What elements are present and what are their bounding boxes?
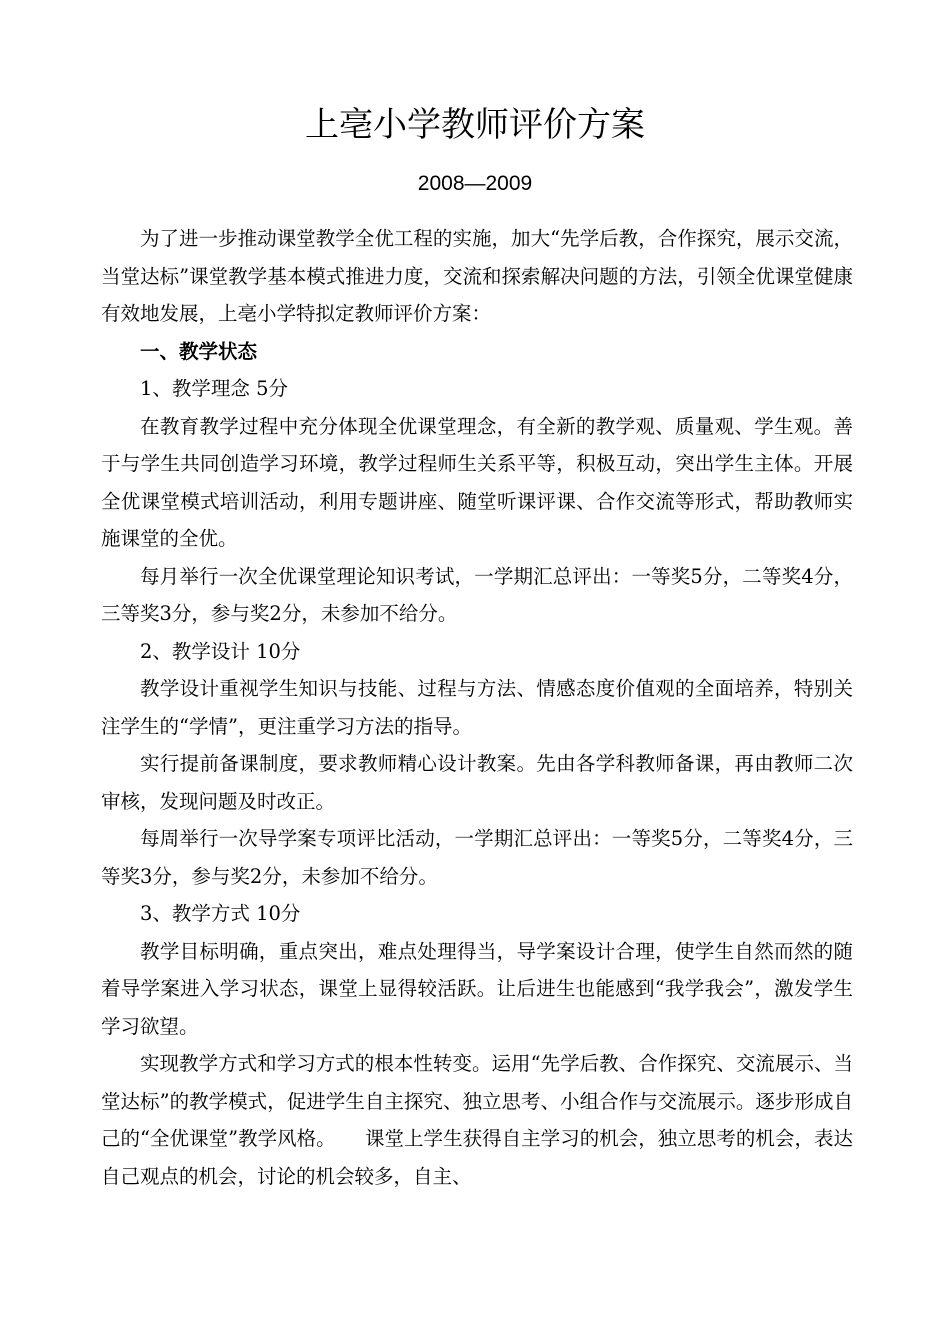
paragraph: 实行提前备课制度，要求教师精心设计教案。先由各学科教师备课，再由教师二次审核，发现问题及时改正。	[101, 752, 853, 813]
intro-paragraph: 为了进一步推动课堂教学全优工程的实施，加大“先学后教，合作探究，展示交流，当堂达标”课堂教学基本模式推进力度，交流和探索解决问题的方法，引领全优课堂健康有效地发展，上亳小学特拟定教师评价方案：	[101, 227, 853, 325]
paragraph: 教学目标明确，重点突出，难点处理得当，导学案设计合理，使学生自然而然的随着导学案进入学习状态，课堂上显得较活跃。让后进生也能感到“我学我会”，激发学生学习欲望。	[101, 939, 853, 1038]
paragraph: 在教育教学过程中充分体现全优课堂理念，有全新的教学观、质量观、学生观。善于与学生共同创造学习环境，教学过程师生关系平等，积极互动，突出学生主体。开展全优课堂模式培训活动，利用专题讲座、随堂听课评课、合作交流等形式，帮助教师实施课堂的全优。	[101, 414, 853, 550]
item-heading-teaching-philosophy: 1、教学理念 5分	[140, 377, 289, 400]
section-heading-teaching-state: 一、教学状态	[140, 339, 258, 363]
paragraph: 实现教学方式和学习方式的根本性转变。运用“先学后教、合作探究、交流展示、当堂达标”的教学模式，促进学生自主探究、独立思考、小组合作与交流展示。逐步形成自己的“全优课堂”教学风格。 课堂上学生获得自主学习的机会，独立思考的机会，表达自己观点的机会，讨论的机会较多，自主、	[101, 1052, 853, 1188]
item-heading-teaching-design: 2、教学设计 10分	[140, 639, 301, 663]
paragraph: 每周举行一次导学案专项评比活动，一学期汇总评出：一等奖5分，二等奖4分，三等奖3分，参与奖2分，未参加不给分。	[101, 827, 853, 888]
document-title: 上亳小学教师评价方案	[305, 105, 645, 145]
paragraph: 每月举行一次全优课堂理论知识考试，一学期汇总评出：一等奖5分，二等奖4分，三等奖3分，参与奖2分，未参加不给分。	[101, 564, 853, 625]
document-year-range: 2008—2009	[417, 172, 533, 195]
document-body	[101, 220, 853, 1195]
item-heading-teaching-method: 3、教学方式 10分	[140, 902, 301, 925]
paragraph: 教学设计重视学生知识与技能、过程与方法、情感态度价值观的全面培养，特别关注学生的“学情”，更注重学习方法的指导。	[101, 677, 853, 738]
